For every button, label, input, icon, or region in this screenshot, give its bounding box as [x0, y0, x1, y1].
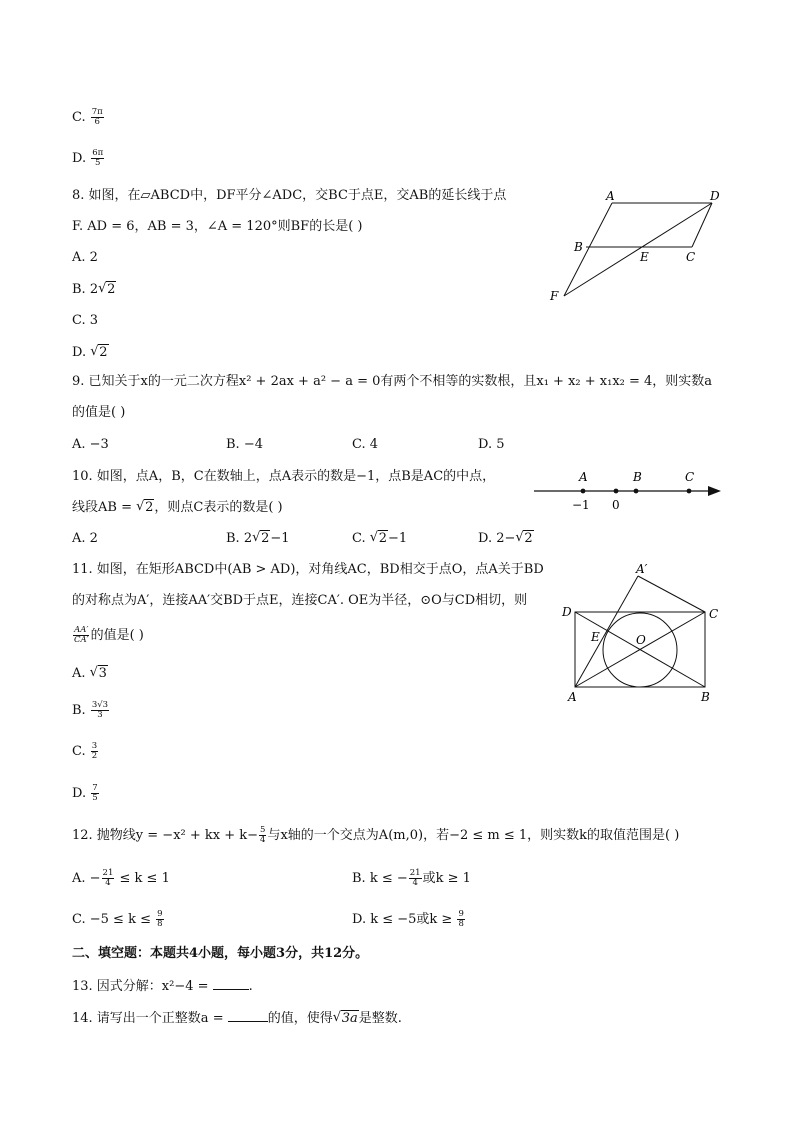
- q10-option-a: A. 2: [72, 531, 98, 546]
- segment-ca-prime: [638, 576, 705, 612]
- fraction: $\frac{9}{8}$: [157, 909, 163, 929]
- q8-option-c: C. 3: [72, 313, 99, 328]
- q14-line: 14. 请写出一个正整数a = 的值，使得√ 3a是整数.: [72, 1009, 402, 1028]
- label-b: B: [701, 690, 710, 704]
- q9-line2: 的值是( ): [72, 405, 126, 420]
- sqrt: √ 2: [370, 530, 388, 548]
- q8-option-a: A. 2: [72, 250, 98, 265]
- q9-option-a: A. −3: [72, 437, 109, 452]
- option-c: C. $\frac{7\pi}{6}$: [72, 107, 103, 127]
- q10-line1: 10. 如图，点A，B，C在数轴上，点A表示的数是−1，点B是AC的中点，: [72, 469, 496, 484]
- label-b: B: [633, 470, 642, 484]
- label-c: C: [709, 607, 719, 621]
- q12-line1: 12. 抛物线y = −x² + kx + k− $\frac{5}{4}$ 与x轴的一个交点为A(m,0)，若−2 ≤ m ≤ 1，则实数k的取值范围是( ): [72, 825, 680, 845]
- q12-option-c: C. −5 ≤ k ≤ $\frac{9}{8}$: [72, 909, 163, 929]
- point-c: [687, 489, 692, 494]
- label-c: C: [686, 250, 696, 264]
- rectangle-figure: [558, 558, 728, 708]
- answer-blank: [228, 1009, 268, 1022]
- q11-option-d: D. $\frac{7}{5}$: [72, 783, 98, 803]
- label-d: D: [710, 189, 720, 203]
- sqrt: √ 2: [515, 530, 533, 548]
- q10-option-d: D. 2−√ 2: [478, 530, 534, 548]
- sqrt: √ 2: [252, 530, 270, 548]
- axis-arrow: [708, 486, 721, 496]
- number-line-figure: [530, 465, 725, 515]
- q8-option-d: D. √ 2: [72, 344, 109, 362]
- label-c: C: [685, 470, 695, 484]
- fraction: $\frac{21}{4}$: [409, 868, 421, 888]
- point-a: [581, 489, 586, 494]
- fraction: $\frac{21}{4}$: [102, 868, 114, 888]
- fraction: $\frac{6\pi}{5}$: [92, 148, 104, 168]
- label-o: O: [636, 633, 646, 647]
- label-zero: 0: [612, 498, 620, 512]
- section-heading: 二、填空题：本题共4小题，每小题3分，共12分。: [72, 946, 369, 961]
- label-b: B: [574, 240, 583, 254]
- label-e: E: [591, 630, 600, 644]
- label-f: F: [550, 289, 559, 303]
- q10-line2: 线段AB = √ 2，则点C表示的数是( ): [72, 499, 283, 517]
- q11-line2: 的对称点为A′，连接AA′交BD于点E，连接CA′. OE为半径，⊙O与CD相切，则: [72, 593, 528, 608]
- option-d: D. $\frac{6\pi}{5}$: [72, 148, 104, 168]
- label-a: A: [579, 470, 588, 484]
- q11-option-b: B. $\frac{3√3}{3}$: [72, 700, 109, 720]
- q8-line1: 8. 如图，在▱ABCD中，DF平分∠ADC，交BC于点E，交AB的延长线于点: [72, 188, 507, 203]
- q9-option-b: B. −4: [226, 437, 263, 452]
- answer-blank: [213, 977, 249, 990]
- q11-line1: 11. 如图，在矩形ABCD中(AB > AD)，对角线AC，BD相交于点O，点A关于BD: [72, 562, 544, 577]
- fraction: $\frac{7}{5}$: [92, 783, 98, 803]
- fraction: $\frac{5}{4}$: [260, 825, 266, 845]
- segment-aa-prime: [575, 576, 638, 687]
- q11-option-c: C. $\frac{3}{2}$: [72, 741, 98, 761]
- q9-option-d: D. 5: [478, 437, 505, 452]
- fraction: $\frac{9}{8}$: [458, 909, 464, 929]
- fraction: $\frac{3}{2}$: [91, 741, 98, 761]
- label-a: A: [568, 690, 577, 704]
- fraction: $\frac{3√3}{3}$: [91, 700, 109, 720]
- q11-option-a: A. √ 3: [72, 665, 108, 683]
- q10-option-c: C. √ 2−1: [352, 530, 407, 548]
- q10-option-b: B. 2√ 2−1: [226, 530, 290, 548]
- label-a-prime: A′: [636, 562, 648, 576]
- q8-line2: F. AD = 6，AB = 3，∠A = 120°则BF的长是( ): [72, 219, 363, 234]
- label-minus-one: −1: [572, 498, 590, 512]
- label-d: D: [562, 605, 572, 619]
- point-zero: [614, 489, 619, 494]
- sqrt: √ 2: [98, 281, 116, 299]
- sqrt: √ 3: [90, 665, 108, 683]
- q12-option-b: B. k ≤ − $\frac{21}{4}$ 或k ≥ 1: [352, 868, 471, 888]
- point-b: [634, 489, 639, 494]
- q12-option-a: A. − $\frac{21}{4}$ ≤ k ≤ 1: [72, 868, 170, 888]
- sqrt: √ 2: [90, 344, 108, 362]
- q12-option-d: D. k ≤ −5或k ≥ $\frac{9}{8}$: [352, 909, 464, 929]
- parallelogram-figure: [540, 185, 730, 305]
- q8-option-b: B. 2√ 2: [72, 281, 116, 299]
- sqrt: √ 3a: [333, 1010, 359, 1028]
- q9-line1: 9. 已知关于x的一元二次方程x² + 2ax + a² − a = 0有两个不相等的实数根，且x₁ + x₂ + x₁x₂ = 4，则实数a: [72, 374, 713, 389]
- fraction: $\frac{7\pi}{6}$: [91, 107, 103, 127]
- q13-line: 13. 因式分解：x²−4 = .: [72, 979, 253, 994]
- q9-option-c: C. 4: [352, 437, 379, 452]
- label-e: E: [640, 250, 649, 264]
- q11-line3: $\frac{AA'}{CA'}$ 的值是( ): [74, 625, 144, 645]
- label-a: A: [606, 189, 615, 203]
- sqrt: √ 2: [136, 499, 154, 517]
- segment-af: [564, 203, 612, 296]
- fraction: $\frac{AA'}{CA'}$: [74, 625, 89, 645]
